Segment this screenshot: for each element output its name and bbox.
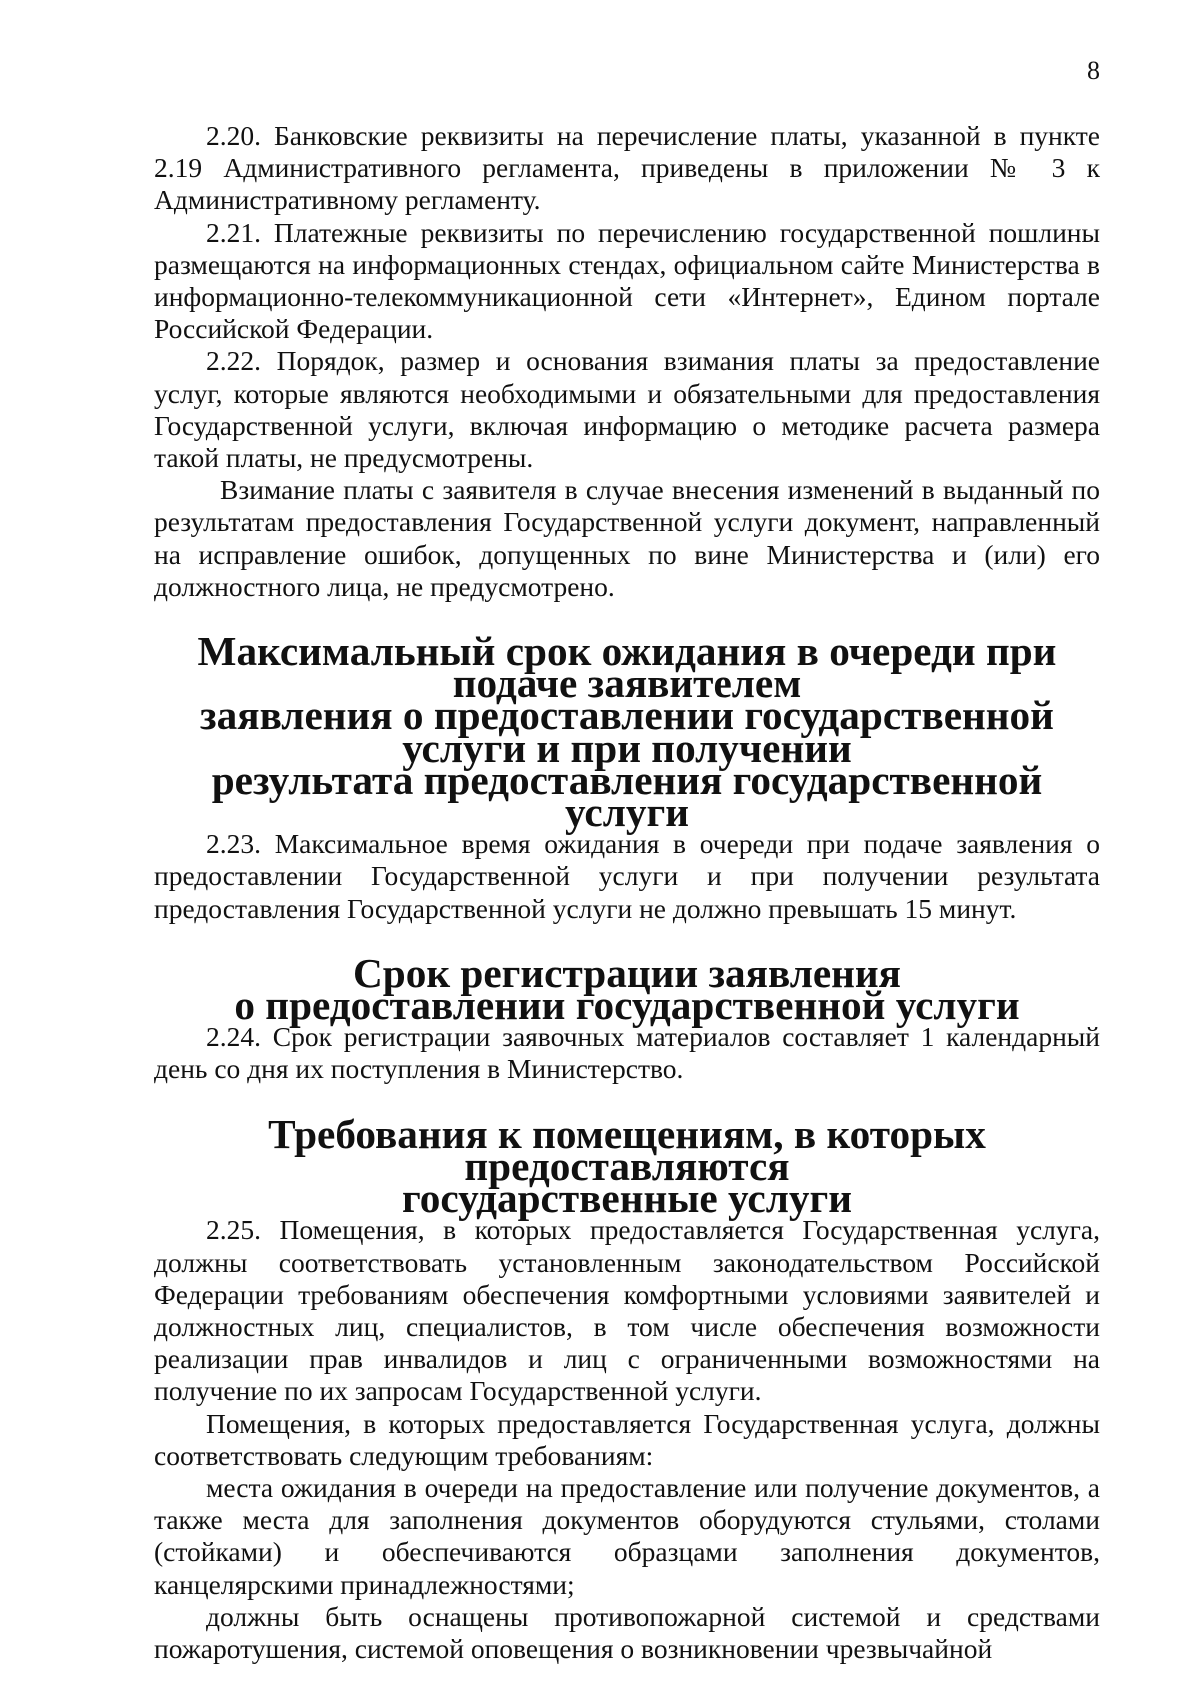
paragraph-2-24: 2.24. Срок регистрации заявочных материалов составляет 1 календарный день со дня их поступления в Министерство. xyxy=(154,1021,1100,1085)
heading-line: заявления о предоставлении государственной услуги и при получении xyxy=(200,692,1054,771)
paragraph-2-22: 2.22. Порядок, размер и основания взимания платы за предоставление услуг, которые являются необходимыми и обязательными для предоставления Государственной услуги, включая информацию о методике расчета размера такой платы, не предусмотрены. xyxy=(154,345,1100,474)
section-heading-registration xyxy=(154,949,1100,1029)
heading-line: Требования к помещениям, в которых предоставляются xyxy=(268,1110,986,1189)
heading-line: Срок регистрации заявления xyxy=(353,949,901,996)
paragraph-fee-exemption: Взимание платы с заявителя в случае внесения изменений в выданный по результатам предоставления Государственной услуги документ, направленный на исправление ошибок, допущенных по вине Министерства и (или) его должностного лица, не предусмотрено. xyxy=(154,474,1100,602)
paragraph-2-23: 2.23. Максимальное время ожидания в очереди при подаче заявления о предоставлении Государственной услуги и при получении результата предоставления Государственной услуги не должно превышать 15 минут. xyxy=(154,828,1100,924)
paragraph-2-20: 2.20. Банковские реквизиты на перечисление платы, указанной в пункте 2.19 Административного регламента, приведены в приложении № 3 к Административному регламенту. xyxy=(154,120,1100,216)
heading-line: Максимальный срок ожидания в очереди при подаче заявителем xyxy=(197,628,1057,707)
heading-line: государственные услуги xyxy=(401,1175,852,1222)
paragraph-waiting-places: места ожидания в очереди на предоставление или получение документов, а также места для заполнения документов оборудуются стульями, столами (стойками) и обеспечиваются образцами заполнения документов, канцелярскими принадлежностями; xyxy=(154,1471,1100,1600)
heading-line: результата предоставления государственной услуги xyxy=(211,756,1043,836)
document-body xyxy=(154,120,1100,1665)
section-heading-premises xyxy=(154,1110,1100,1222)
paragraph-2-25: 2.25. Помещения, в которых предоставляется Государственная услуга, должны соответствовать установленным законодательством Российской Федерации требованиям обеспечения комфортными условиями заявителей и должностных лиц, специалистов, в том числе обеспечения возможности реализации прав инвалидов и лиц с ограниченными возможностями на получение по их запросам Государственной услуги. xyxy=(154,1214,1100,1407)
heading-line: о предоставлении государственной услуги xyxy=(234,982,1020,1029)
paragraph-fire-safety: должны быть оснащены противопожарной системой и средствами пожаротушения, системой оповещения о возникновении чрезвычайной xyxy=(154,1600,1100,1664)
page-number: 8 xyxy=(1087,56,1100,85)
paragraph-premises-requirements: Помещения, в которых предоставляется Государственная услуга, должны соответствовать следующим требованиям: xyxy=(154,1407,1100,1471)
section-heading-waiting-time xyxy=(154,628,1100,836)
paragraph-2-21: 2.21. Платежные реквизиты по перечислению государственной пошлины размещаются на информационных стендах, официальном сайте Министерства в информационно-телекоммуникационной сети «Интернет», Едином портале Российской Федерации. xyxy=(154,216,1100,345)
